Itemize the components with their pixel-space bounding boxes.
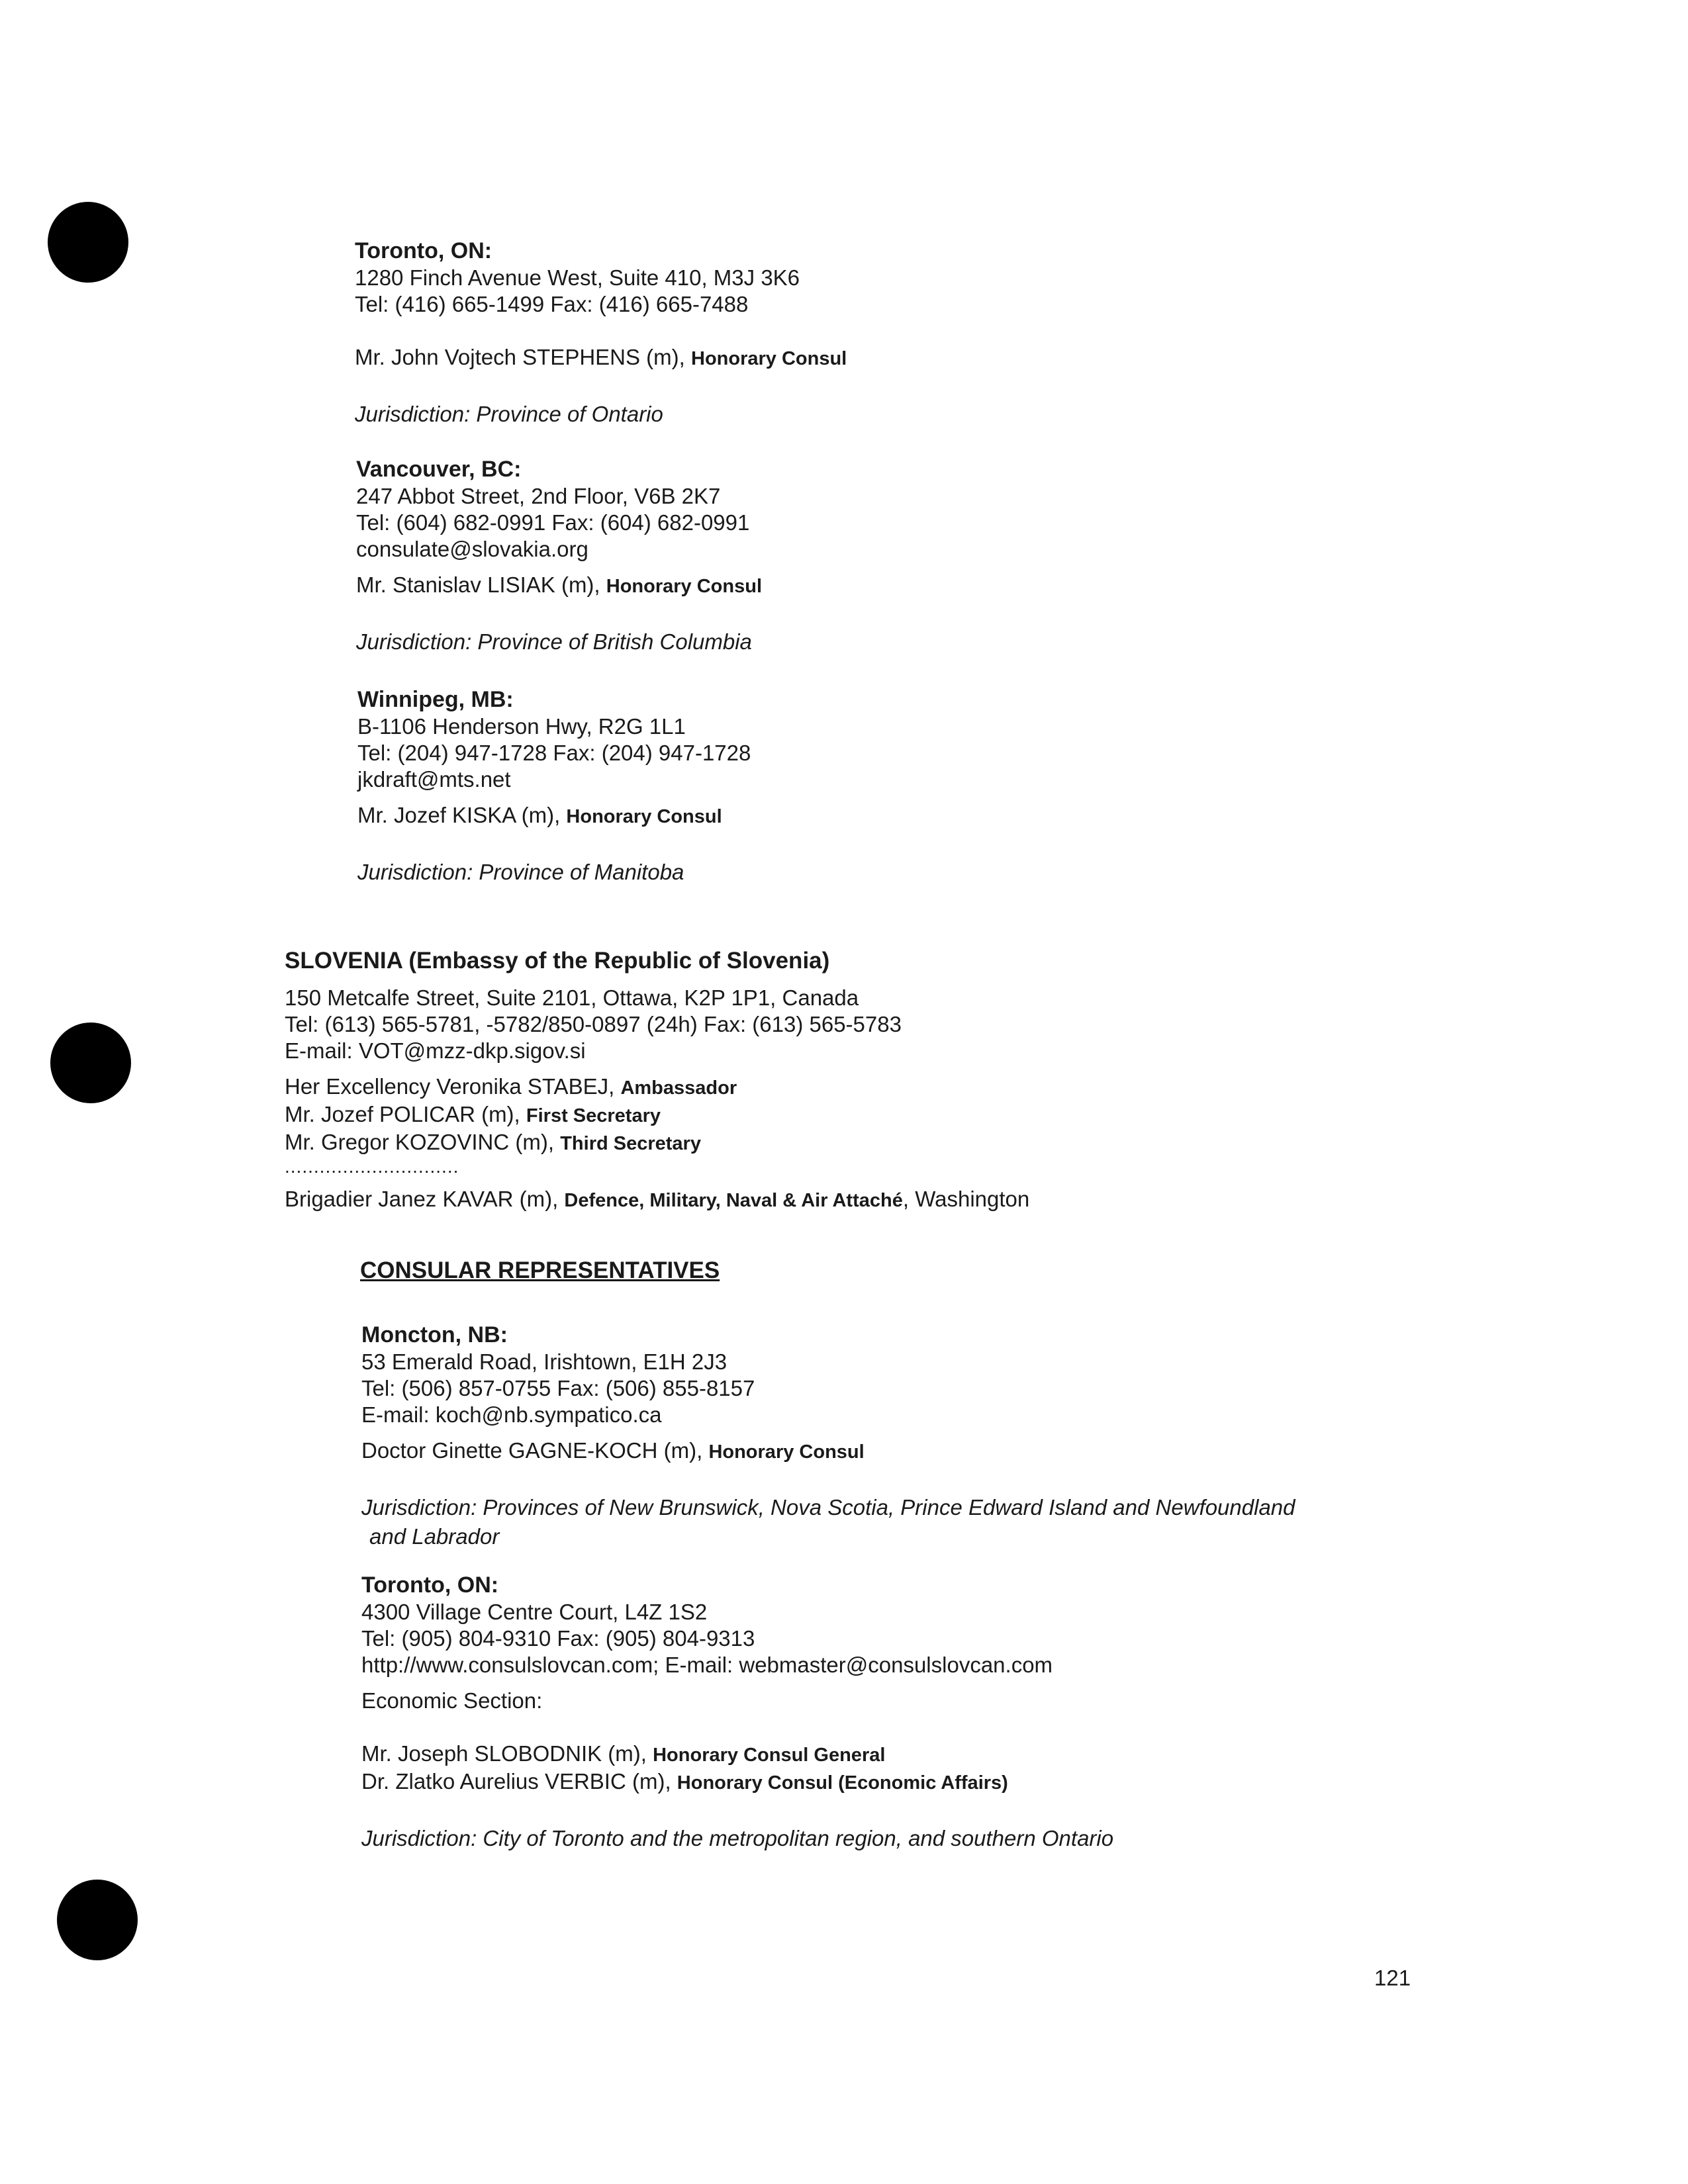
staff-line: [285, 1101, 1029, 1129]
address-line: 1280 Finch Avenue West, Suite 410, M3J 3K6: [355, 265, 800, 290]
jurisdiction: Jurisdiction: Province of British Columbia: [356, 629, 752, 654]
attache-line: [285, 1186, 1029, 1214]
person-title: Ambassador: [620, 1077, 737, 1099]
city-heading: Vancouver, BC:: [356, 457, 522, 482]
person-line: [361, 1437, 1295, 1465]
consulate-moncton: [361, 1321, 1295, 1550]
jurisdiction: Jurisdiction: Provinces of New Brunswick, Nova Scotia, Prince Edward Island and Newfoundland: [361, 1495, 1295, 1520]
web-email-line: http://www.consulslovcan.com; E-mail: webmaster@consulslovcan.com: [361, 1653, 1053, 1677]
embassy-slovenia: [285, 946, 1029, 1214]
staff-line: [361, 1741, 1113, 1768]
person-title: Third Secretary: [560, 1133, 701, 1154]
address-line: 150 Metcalfe Street, Suite 2101, Ottawa, K2P 1P1, Canada: [285, 985, 859, 1010]
person-name: Mr. Jozef POLICAR (m),: [285, 1102, 526, 1126]
person-title: Honorary Consul: [566, 806, 722, 827]
email-line: consulate@slovakia.org: [356, 537, 588, 561]
attache-location: , Washington: [902, 1187, 1030, 1211]
person-title: Honorary Consul: [606, 576, 763, 597]
email-line: E-mail: VOT@mzz-dkp.sigov.si: [285, 1038, 586, 1063]
person-title: Honorary Consul General: [653, 1745, 886, 1766]
consulate-vancouver: [356, 455, 762, 658]
jurisdiction: Jurisdiction: Province of Manitoba: [357, 860, 684, 884]
person-name: Doctor Ginette GAGNE-KOCH (m),: [361, 1438, 709, 1463]
consular-representatives: [360, 1257, 720, 1284]
tel-fax-line: Tel: (905) 804-9310 Fax: (905) 804-9313: [361, 1626, 755, 1651]
jurisdiction: Jurisdiction: Province of Ontario: [355, 402, 663, 426]
email-line: E-mail: koch@nb.sympatico.ca: [361, 1402, 662, 1427]
person-line: [355, 344, 847, 372]
jurisdiction-continued: and Labrador: [369, 1524, 500, 1549]
tel-fax-line: Tel: (613) 565-5781, -5782/850-0897 (24h) Fax: (613) 565-5783: [285, 1012, 902, 1036]
person-name: Brigadier Janez KAVAR (m),: [285, 1187, 565, 1211]
city-heading: Toronto, ON:: [355, 238, 492, 263]
address-line: 247 Abbot Street, 2nd Floor, V6B 2K7: [356, 484, 721, 508]
person-title: Honorary Consul (Economic Affairs): [677, 1772, 1008, 1794]
person-line: [356, 572, 762, 600]
person-title: First Secretary: [526, 1105, 661, 1126]
staff-line: [361, 1768, 1113, 1796]
tel-fax-line: Tel: (416) 665-1499 Fax: (416) 665-7488: [355, 292, 749, 316]
tel-fax-line: Tel: (506) 857-0755 Fax: (506) 855-8157: [361, 1376, 755, 1400]
person-name: Dr. Zlatko Aurelius VERBIC (m),: [361, 1769, 677, 1794]
person-name: Mr. Joseph SLOBODNIK (m),: [361, 1741, 653, 1766]
tel-fax-line: Tel: (204) 947-1728 Fax: (204) 947-1728: [357, 741, 751, 765]
section-heading: CONSULAR REPRESENTATIVES: [360, 1257, 720, 1283]
address-line: B-1106 Henderson Hwy, R2G 1L1: [357, 714, 686, 739]
consulate-winnipeg: [357, 686, 751, 888]
section-label: Economic Section:: [361, 1688, 543, 1713]
person-name: Mr. Stanislav LISIAK (m),: [356, 572, 606, 597]
consulate-toronto-slovenia: [361, 1571, 1113, 1854]
city-heading: Moncton, NB:: [361, 1322, 508, 1347]
jurisdiction: Jurisdiction: City of Toronto and the metropolitan region, and southern Ontario: [361, 1826, 1114, 1850]
address-line: 53 Emerald Road, Irishtown, E1H 2J3: [361, 1349, 727, 1374]
staff-line: [285, 1073, 1029, 1101]
person-name: Mr. Jozef KISKA (m),: [357, 803, 567, 827]
person-name: Her Excellency Veronika STABEJ,: [285, 1074, 621, 1099]
country-heading: SLOVENIA (Embassy of the Republic of Slovenia): [285, 948, 830, 974]
person-title: Honorary Consul: [691, 348, 847, 369]
dotted-separator: ..............................: [285, 1156, 459, 1177]
consulate-toronto-slovakia: [355, 237, 847, 430]
binder-hole: [50, 1023, 131, 1103]
address-line: 4300 Village Centre Court, L4Z 1S2: [361, 1600, 708, 1624]
page-number: 121: [1374, 1966, 1411, 1990]
person-title: Defence, Military, Naval & Air Attaché: [564, 1190, 903, 1211]
staff-line: [285, 1129, 1029, 1157]
person-name: Mr. Gregor KOZOVINC (m),: [285, 1130, 561, 1154]
binder-hole: [57, 1880, 138, 1960]
city-heading: Toronto, ON:: [361, 1572, 499, 1598]
email-line: jkdraft@mts.net: [357, 767, 511, 792]
binder-hole: [48, 202, 128, 283]
tel-fax-line: Tel: (604) 682-0991 Fax: (604) 682-0991: [356, 510, 750, 535]
person-name: Mr. John Vojtech STEPHENS (m),: [355, 345, 691, 369]
person-title: Honorary Consul: [708, 1441, 865, 1463]
city-heading: Winnipeg, MB:: [357, 687, 514, 712]
person-line: [357, 802, 751, 830]
